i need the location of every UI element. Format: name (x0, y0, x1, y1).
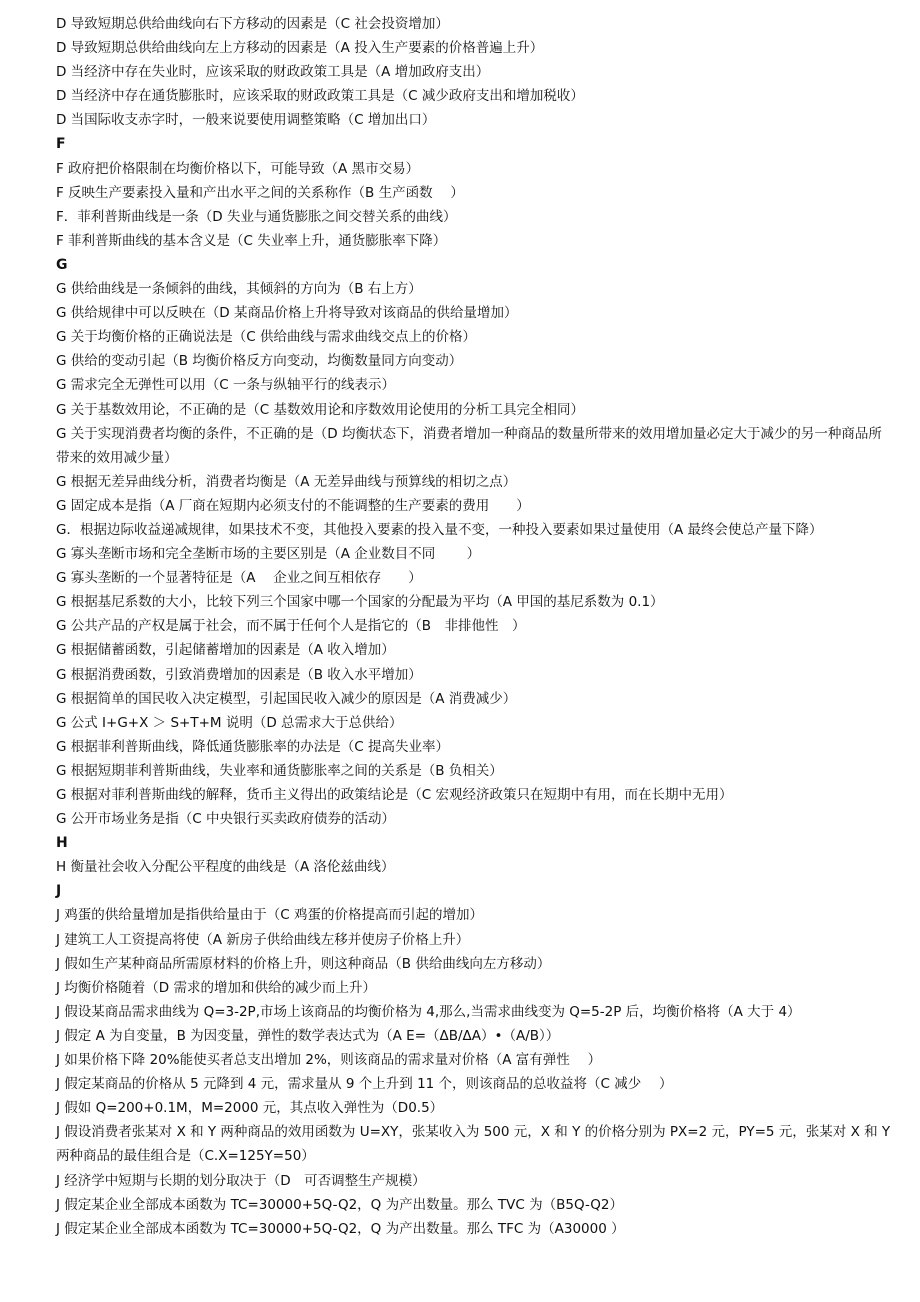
list-item: G 根据消费函数，引致消费增加的因素是（B 收入水平增加） (56, 666, 422, 683)
list-item: G 根据储蓄函数，引起储蓄增加的因素是（A 收入增加） (56, 642, 395, 659)
list-item: G 根据短期菲利普斯曲线，失业率和通货膨胀率之间的关系是（B 负相关） (56, 762, 503, 779)
list-item: G 根据基尼系数的大小，比较下列三个国家中哪一个国家的分配最为平均（A 甲国的基尼系数为 0.1） (56, 594, 664, 611)
list-item: D 导致短期总供给曲线向右下方移动的因素是（C 社会投资增加） (56, 16, 449, 32)
list-item: D 当经济中存在通货膨胀时，应该采取的财政政策工具是（C 减少政府支出和增加税收） (56, 88, 584, 105)
list-item: G 固定成本是指（A 厂商在短期内必须支付的不能调整的生产要素的费用 ） (56, 497, 530, 514)
list-item: J 假设某商品需求曲线为 Q=3-2P,市场上该商品的均衡价格为 4,那么,当需求曲线变为 Q=5-2P 后，均衡价格将（A 大于 4） (56, 1003, 801, 1020)
list-item: G 供给的变动引起（B 均衡价格反方向变动，均衡数量同方向变动） (56, 353, 463, 370)
list-item: J 如果价格下降 20%能使买者总支出增加 2%，则该商品的需求量对价格（A 富有弹性 ） (56, 1052, 602, 1069)
list-item: J 假定某企业全部成本函数为 TC=30000+5Q-Q2，Q 为产出数量。那么 TVC 为（B5Q-Q2） (56, 1196, 624, 1213)
list-item: G 根据对菲利普斯曲线的解释，货币主义得出的政策结论是（C 宏观经济政策只在短期中有用，而在长期中无用） (56, 787, 733, 803)
list-item: J 假设消费者张某对 X 和 Y 两种商品的效用函数为 U=XY，张某收入为 500 元，X 和 Y 的价格分别为 PX=2 元，PY=5 元，张某对 X 和 Y 两种商品的最佳组合是（C.X=125Y=50） (56, 1124, 891, 1165)
list-item: G 公共产品的产权是属于社会，而不属于任何个人是指它的（B 非排他性 ） (56, 618, 526, 635)
list-item: J 假定某企业全部成本函数为 TC=30000+5Q-Q2，Q 为产出数量。那么 TFC 为（A30000 ） (56, 1220, 625, 1237)
list-item: F 政府把价格限制在均衡价格以下，可能导致（A 黑市交易） (56, 160, 420, 177)
list-item: G 寡头垄断市场和完全垄断市场的主要区别是（A 企业数目不同 ） (56, 546, 481, 563)
list-item: G 根据菲利普斯曲线，降低通货膨胀率的办法是（C 提高失业率） (56, 738, 449, 755)
list-item: G 关于实现消费者均衡的条件，不正确的是（D 均衡状态下，消费者增加一种商品的数量所带来的效用增加量必定大于减少的另一种商品所带来的效用减少量） (56, 425, 882, 466)
list-item: J 经济学中短期与长期的划分取决于（D 可否调整生产规模） (56, 1172, 426, 1189)
list-item: G 需求完全无弹性可以用（C 一条与纵轴平行的线表示） (56, 377, 395, 394)
list-item: J 建筑工人工资提高将使（A 新房子供给曲线左移并使房子价格上升） (56, 931, 470, 948)
list-item: F．菲利普斯曲线是一条（D 失业与通货膨胀之间交替关系的曲线） (56, 208, 457, 225)
section-letter-f: F (56, 136, 66, 153)
section-letter-j: J (56, 883, 62, 900)
list-item: D 导致短期总供给曲线向左上方移动的因素是（A 投入生产要素的价格普遍上升） (56, 40, 544, 57)
list-item: G 供给曲线是一条倾斜的曲线，其倾斜的方向为（B 右上方） (56, 281, 422, 298)
list-item: G 根据简单的国民收入决定模型，引起国民收入减少的原因是（A 消费减少） (56, 690, 517, 707)
list-item: H 衡量社会收入分配公平程度的曲线是（A 洛伦兹曲线） (56, 859, 395, 876)
list-item: G 关于均衡价格的正确说法是（C 供给曲线与需求曲线交点上的价格） (56, 329, 476, 346)
list-item: J 鸡蛋的供给量增加是指供给量由于（C 鸡蛋的价格提高而引起的增加） (56, 907, 483, 924)
list-item: G 关于基数效用论，不正确的是（C 基数效用论和序数效用论使用的分析工具完全相同） (56, 401, 584, 418)
list-item: J 假如生产某种商品所需原材料的价格上升，则这种商品（B 供给曲线向左方移动） (56, 955, 551, 972)
list-item: G 供给规律中可以反映在（D 某商品价格上升将导致对该商品的供给量增加） (56, 305, 518, 322)
list-item: F 菲利普斯曲线的基本含义是（C 失业率上升，通货膨胀率下降） (56, 232, 447, 249)
list-item: J 均衡价格随着（D 需求的增加和供给的减少而上升） (56, 979, 376, 996)
list-item: D 当国际收支赤字时，一般来说要使用调整策略（C 增加出口） (56, 112, 436, 129)
list-item: J 假定某商品的价格从 5 元降到 4 元，需求量从 9 个上升到 11 个，则该商品的总收益将（C 减少 ） (56, 1076, 673, 1093)
list-item: D 当经济中存在失业时，应该采取的财政政策工具是（A 增加政府支出） (56, 64, 490, 81)
list-item: F 反映生产要素投入量和产出水平之间的关系称作（B 生产函数 ） (56, 184, 464, 201)
list-item: J 假定 A 为自变量，B 为因变量，弹性的数学表达式为（A E=（ΔB/ΔA）•（A/B）） (56, 1027, 560, 1044)
section-letter-h: H (56, 835, 68, 852)
list-item: G 寡头垄断的一个显著特征是（A 企业之间互相依存 ） (56, 570, 422, 587)
list-item: G 根据无差异曲线分析，消费者均衡是（A 无差异曲线与预算线的相切之点） (56, 473, 517, 490)
list-item: G 公式 I+G+X ＞ S+T+M 说明（D 总需求大于总供给） (56, 714, 403, 731)
section-letter-g: G (56, 256, 68, 273)
list-item: G 公开市场业务是指（C 中央银行买卖政府债券的活动） (56, 811, 395, 828)
list-item: G．根据边际收益递减规律，如果技术不变，其他投入要素的投入量不变，一种投入要素如果过量使用（A 最终会使总产量下降） (56, 521, 823, 538)
list-item: J 假如 Q=200+0.1M，M=2000 元，其点收入弹性为（D0.5） (56, 1100, 444, 1117)
